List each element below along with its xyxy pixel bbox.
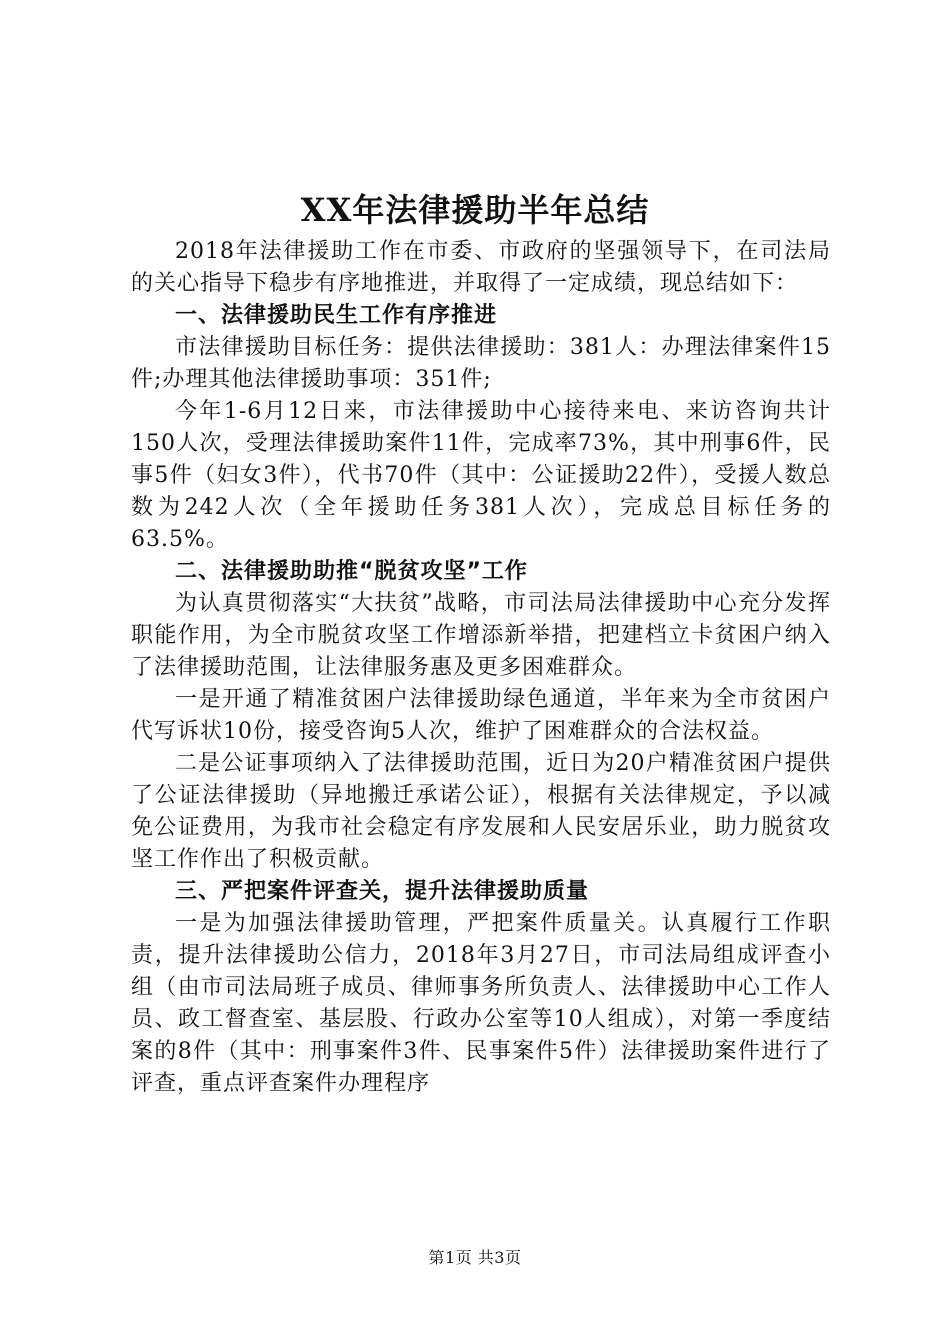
body-paragraph: 一是开通了精准贫困户法律援助绿色通道，半年来为全市贫困户代写诉状10份，接受咨询5人次，维护了困难群众的合法权益。	[131, 687, 831, 744]
page-footer: 第1页 共3页	[428, 1248, 522, 1267]
document-body	[131, 236, 831, 1100]
body-paragraph: 一是为加强法律援助管理，严把案件质量关。认真履行工作职责，提升法律援助公信力，2018年3月27日，市司法局组成评查小组（由市司法局班子成员、律师事务所负责人、法律援助中心工作人员、政工督查室、基层股、行政办公室等10人组成），对第一季度结案的8件（其中：刑事案件3件、民事案件5件）法律援助案件进行了评查，重点评查案件办理程序	[131, 911, 831, 1096]
body-paragraph: 今年1-6月12日来，市法律援助中心接待来电、来访咨询共计150人次，受理法律援助案件11件，完成率73%，其中刑事6件，民事5件（妇女3件），代书70件（其中：公证援助22件），受援人数总数为242人次（全年援助任务381人次），完成总目标任务的63.5%。	[131, 399, 831, 552]
section-heading-3: 三、严把案件评查关，提升法律援助质量	[175, 879, 590, 904]
document-title: XX年法律援助半年总结	[300, 191, 650, 229]
body-paragraph: 为认真贯彻落实“大扶贫”战略，市司法局法律援助中心充分发挥职能作用，为全市脱贫攻坚工作增添新举措，把建档立卡贫困户纳入了法律援助范围，让法律服务惠及更多困难群众。	[131, 591, 831, 680]
body-paragraph: 市法律援助目标任务：提供法律援助：381人：办理法律案件15件;办理其他法律援助事项：351件;	[131, 335, 831, 392]
section-heading-2: 二、法律援助助推“脱贫攻坚”工作	[175, 559, 528, 584]
intro-paragraph: 2018年法律援助工作在市委、市政府的坚强领导下，在司法局的关心指导下稳步有序地推进，并取得了一定成绩，现总结如下：	[131, 239, 831, 296]
section-heading-1: 一、法律援助民生工作有序推进	[175, 303, 498, 328]
body-paragraph: 二是公证事项纳入了法律援助范围，近日为20户精准贫困户提供了公证法律援助（异地搬迁承诺公证），根据有关法律规定，予以减免公证费用，为我市社会稳定有序发展和人民安居乐业，助力脱贫攻坚工作作出了积极贡献。	[131, 751, 831, 872]
